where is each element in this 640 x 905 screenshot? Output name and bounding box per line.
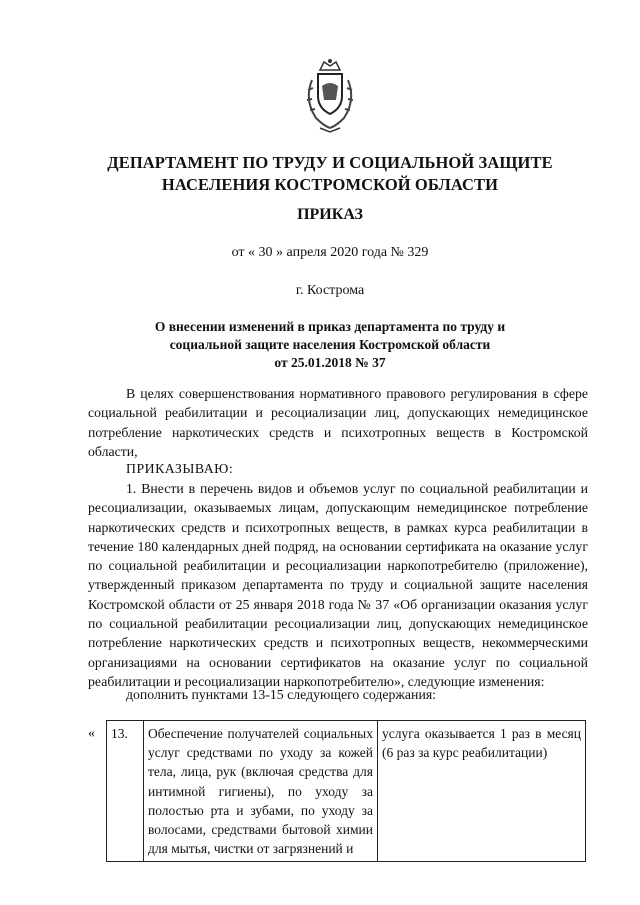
services-table (106, 720, 586, 862)
point-1-paragraph (88, 479, 588, 691)
order-subject (120, 318, 540, 372)
order-date: от « 30 » апреля 2020 года № 329 (231, 245, 429, 260)
subject-line-1: О внесении изменений в приказ департамента по труду и (154, 319, 506, 334)
department-line-1: ДЕПАРТАМЕНТ ПО ТРУДУ И СОЦИАЛЬНОЙ ЗАЩИТЕ (107, 153, 553, 172)
preamble-text: В целях совершенствования нормативного правового регулирования в сфере социальной реабилитации и ресоциализации лиц, допускающих немедицинское потребление наркотических средств и психотропных веществ в Костромской области, (88, 386, 588, 459)
coat-of-arms-icon (298, 56, 362, 136)
department-name (80, 152, 580, 196)
row-number: 13. (107, 721, 144, 862)
city: г. Кострома (295, 283, 365, 298)
order-title: ПРИКАЗ (297, 206, 363, 223)
row-frequency: услуга оказывается 1 раз в месяц (6 раз за курс реабилитации) (378, 721, 586, 862)
decree-word: ПРИКАЗЫВАЮ: (126, 461, 234, 476)
opening-quote: « (88, 726, 95, 741)
preamble-paragraph (88, 384, 588, 461)
row-description: Обеспечение получателей социальных услуг средствами по уходу за кожей тела, лица, рук (включая средства для интимной гигиены), по уходу за полостью рта и зубами, по уходу за волосами, средствами бытовой химии для мытья, чистки от загрязнений и (144, 721, 378, 862)
subject-line-3: от 25.01.2018 № 37 (274, 355, 386, 370)
department-line-2: НАСЕЛЕНИЯ КОСТРОМСКОЙ ОБЛАСТИ (161, 175, 499, 194)
table-row (107, 721, 586, 862)
point-1-text: 1. Внести в перечень видов и объемов услуг по социальной реабилитации и ресоциализации, оказываемых лицам, допускающим немедицинское потребление наркотических средств и психотропных веществ, в рамках курса реабилитации в течение 180 календарных дней подряд, на основании сертификата на оказание услуг по социальной реабилитации и ресоциализации наркопотребителю (приложение), утвержденный приказом департамента по труду и социальной защите населения Костромской области от 25 января 2018 года № 37 «Об организации оказания услуг по социальной реабилитации ресоциализации лиц, допускающих немедицинское потребление наркотических средств и психотропных веществ, некоммерческими организациями на основании сертификатов на оказание услуг по социальной реабилитации и ресоциализации наркопотребителю», следующие изменения: (88, 481, 588, 689)
subject-line-2: социальной защите населения Костромской области (169, 337, 491, 352)
supplement-line: дополнить пунктами 13-15 следующего содержания: (126, 687, 437, 702)
